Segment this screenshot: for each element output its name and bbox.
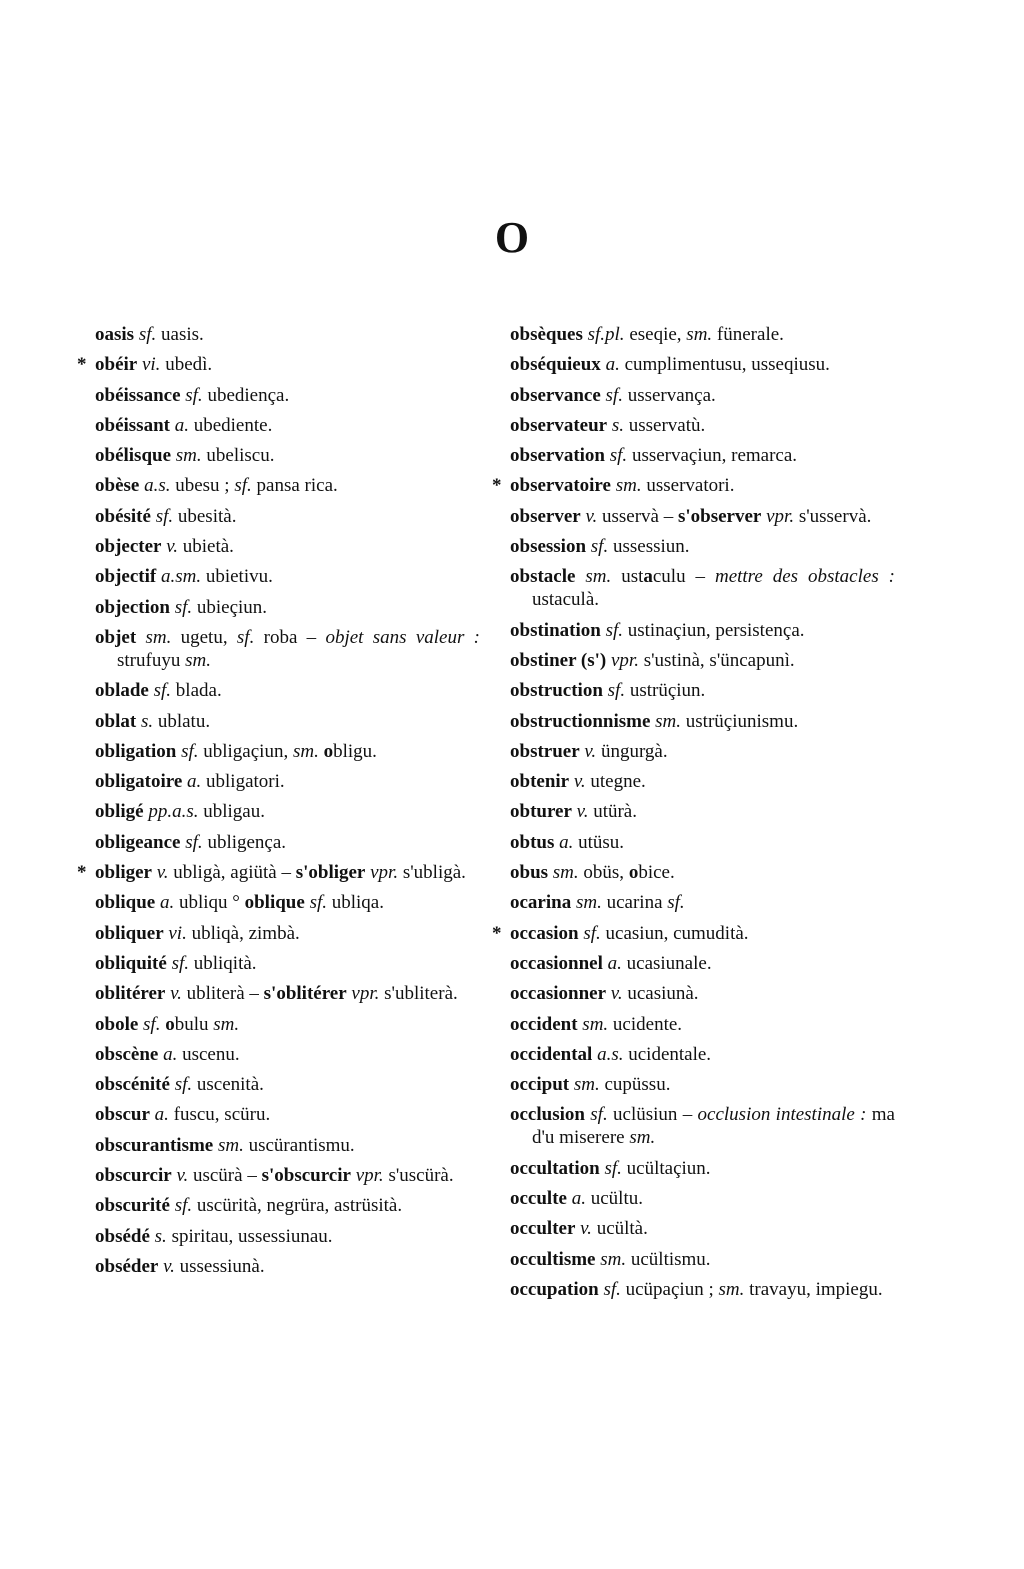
dictionary-entry xyxy=(95,1043,480,1066)
headword: obliger xyxy=(95,862,152,884)
definition-text: s'ustinà, s'üncapunì. xyxy=(638,649,795,671)
grammar-label: vpr. xyxy=(365,862,399,884)
grammar-label: v. xyxy=(575,1218,592,1240)
grammar-label: a.sm. xyxy=(156,566,202,588)
definition-text: uscürà – xyxy=(188,1165,262,1187)
dictionary-entry xyxy=(95,891,480,914)
dictionary-entry xyxy=(95,1225,480,1248)
definition-text: utüsu. xyxy=(573,831,625,853)
definition-text: bligu. xyxy=(333,740,377,762)
headword: obscurantisme xyxy=(95,1134,214,1156)
grammar-label: vpr. xyxy=(350,1165,384,1187)
definition-text: ucültà. xyxy=(591,1218,648,1240)
dictionary-entry xyxy=(510,619,895,642)
definition-text: ubliqà, zimbà. xyxy=(186,922,300,944)
definition-text: ubediente. xyxy=(188,414,273,436)
headword: obèse xyxy=(95,475,140,497)
grammar-label: sm. xyxy=(136,626,172,648)
dictionary-entry xyxy=(510,800,895,823)
grammar-label: sf. xyxy=(602,680,626,702)
dictionary-entry xyxy=(95,1194,480,1217)
dictionary-entry xyxy=(95,626,480,672)
headword: obscurité xyxy=(95,1195,170,1217)
grammar-label: sf. xyxy=(586,536,609,558)
headword: occiput xyxy=(510,1074,570,1096)
dictionary-entry xyxy=(95,565,480,588)
definition-text: ustrüçiun. xyxy=(625,680,706,702)
definition-text: spiritau, ussessiunau. xyxy=(166,1225,333,1247)
definition-text: ustrüçiunismu. xyxy=(681,710,799,732)
definition-text: ubliqità. xyxy=(189,952,257,974)
headword: oblat xyxy=(95,710,137,732)
definition-text: culu – xyxy=(652,566,715,588)
grammar-label: sm. xyxy=(571,892,602,914)
grammar-label: a.s. xyxy=(592,1043,624,1065)
dictionary-entry xyxy=(95,1103,480,1126)
asterisk-marker: * xyxy=(77,354,87,376)
dictionary-entry xyxy=(510,982,895,1005)
definition-text: usservatori. xyxy=(641,475,735,497)
dictionary-entry xyxy=(95,740,480,763)
dictionary-entry xyxy=(95,1255,480,1278)
grammar-label: sf. xyxy=(578,922,601,944)
headword: oblade xyxy=(95,680,149,702)
headword: obésité xyxy=(95,505,151,527)
definition-text: bulu xyxy=(174,1013,214,1035)
dictionary-entry xyxy=(510,1043,895,1066)
headword: obstructionnisme xyxy=(510,710,651,732)
definition-text: ubligau. xyxy=(198,801,265,823)
headword: obéissant xyxy=(95,414,170,436)
grammar-label: sm. xyxy=(213,1013,240,1035)
dictionary-entry xyxy=(95,384,480,407)
grammar-label: vpr. xyxy=(606,649,639,671)
dictionary-entry xyxy=(77,861,480,884)
dictionary-entry xyxy=(95,596,480,619)
grammar-label: sf. xyxy=(138,1013,161,1035)
dictionary-entry xyxy=(510,952,895,975)
definition-text: ucültu. xyxy=(585,1188,643,1210)
grammar-label: vi. xyxy=(163,922,187,944)
headword: obstiner (s') xyxy=(510,649,607,671)
dictionary-entry xyxy=(95,535,480,558)
dictionary-entry xyxy=(510,710,895,733)
definition-text: uclüsiun – xyxy=(607,1104,698,1126)
headword: occasionner xyxy=(510,983,607,1005)
definition-text: ubesu ; xyxy=(170,475,235,497)
grammar-label: sf. xyxy=(134,324,157,345)
example-phrase: occlusion intestinale : xyxy=(697,1104,867,1126)
definition-text: usservaçiun, remarca. xyxy=(627,445,798,467)
dictionary-entry xyxy=(510,505,895,528)
definition-text: üngurgà. xyxy=(596,740,668,762)
definition-text: ucasiunale. xyxy=(621,952,712,974)
dictionary-entry xyxy=(95,1073,480,1096)
definition-text: ubligença. xyxy=(202,831,287,853)
grammar-label: vpr. xyxy=(761,505,795,527)
headword: obscurcir xyxy=(95,1165,172,1187)
grammar-label: v. xyxy=(579,740,597,762)
headword: obsèques xyxy=(510,324,583,345)
headword: obséquieux xyxy=(510,354,601,376)
dictionary-entry xyxy=(510,414,895,437)
definition-text: bice. xyxy=(638,862,675,884)
grammar-label: sf. xyxy=(180,831,203,853)
dictionary-entry xyxy=(95,800,480,823)
asterisk-marker: * xyxy=(77,862,87,884)
definition-text: utegne. xyxy=(585,771,646,793)
dictionary-entry xyxy=(95,414,480,437)
headword: obligation xyxy=(95,740,177,762)
dictionary-entry xyxy=(510,861,895,884)
dictionary-entry xyxy=(95,1013,480,1036)
headword: observateur xyxy=(510,414,608,436)
dictionary-entry xyxy=(510,891,895,914)
headword: obsession xyxy=(510,536,587,558)
grammar-label: s. xyxy=(607,414,624,436)
grammar-label: v. xyxy=(165,983,182,1005)
definition-text: ugetu, xyxy=(171,626,237,648)
dictionary-entry xyxy=(510,649,895,672)
grammar-label: sf. xyxy=(176,740,199,762)
headword: obliquité xyxy=(95,952,167,974)
dictionary-entry xyxy=(510,1157,895,1180)
grammar-label: v. xyxy=(569,771,586,793)
grammar-label: sf. xyxy=(148,680,172,702)
headword: objectif xyxy=(95,566,157,588)
right-column xyxy=(492,323,895,1308)
grammar-label: sf. xyxy=(599,1157,622,1179)
dictionary-entry xyxy=(510,323,895,346)
dictionary-entry xyxy=(510,1248,895,1271)
dictionary-entry xyxy=(510,1187,895,1210)
dictionary-entry xyxy=(95,1164,480,1187)
headword: occultation xyxy=(510,1157,600,1179)
dictionary-entry xyxy=(492,474,895,497)
grammar-label: v. xyxy=(158,1255,175,1277)
grammar-label: sm. xyxy=(650,710,682,732)
headword: obélisque xyxy=(95,445,172,467)
dictionary-entry xyxy=(95,831,480,854)
headword: obséder xyxy=(95,1255,159,1277)
definition-text: cupüssu. xyxy=(599,1074,671,1096)
definition-text: uscürità, negrüra, astrüsità. xyxy=(192,1195,403,1217)
headword: occidental xyxy=(510,1043,593,1065)
definition-text: ucültaçiun. xyxy=(621,1157,711,1179)
grammar-label: a. xyxy=(182,771,202,793)
headword: observatoire xyxy=(510,475,611,497)
definition-text: pansa rica. xyxy=(251,475,338,497)
grammar-label: a. xyxy=(566,1188,586,1210)
dictionary-entry xyxy=(510,740,895,763)
grammar-label: v. xyxy=(161,536,178,558)
headword: obstacle xyxy=(510,566,576,588)
grammar-label: sf. xyxy=(150,505,174,527)
definition-text: ubeliscu. xyxy=(201,445,275,467)
headword: objet xyxy=(95,626,137,648)
definition-text: ust xyxy=(611,566,644,588)
definition-text: ubedì. xyxy=(160,354,213,376)
grammar-label: sm. xyxy=(577,1013,609,1035)
grammar-label: sf. xyxy=(598,1278,621,1300)
definition-text: ubesità. xyxy=(173,505,237,527)
definition-text: utürà. xyxy=(588,801,637,823)
dictionary-entry xyxy=(95,323,480,346)
headword: obstruer xyxy=(510,740,580,762)
headword: obéir xyxy=(95,354,138,376)
headword: obtenir xyxy=(510,771,570,793)
headword: s'obscurcir xyxy=(261,1165,351,1187)
definition-text: ubediença. xyxy=(202,384,290,406)
grammar-label: sm. xyxy=(629,1127,656,1149)
dictionary-entry xyxy=(95,770,480,793)
grammar-label: sm. xyxy=(610,475,642,497)
grammar-label: sm. xyxy=(171,445,202,467)
dictionary-entry xyxy=(510,1217,895,1240)
dictionary-entry xyxy=(510,1278,895,1301)
dictionary-entry xyxy=(510,1013,895,1036)
definition-text: ustaculà. xyxy=(532,589,600,611)
headword: obligeance xyxy=(95,831,181,853)
headword: oasis xyxy=(95,324,135,345)
grammar-label: sf. xyxy=(236,626,255,648)
headword: obligé xyxy=(95,801,144,823)
headword: occasion xyxy=(510,922,579,944)
grammar-label: sf. xyxy=(600,619,623,641)
dictionary-entry xyxy=(77,353,480,376)
headword: oblitérer xyxy=(95,983,166,1005)
dictionary-entry xyxy=(510,1073,895,1096)
dictionary-entry xyxy=(95,444,480,467)
grammar-label: v. xyxy=(571,801,589,823)
definition-text: ubligaçiun, xyxy=(198,740,293,762)
grammar-label: v. xyxy=(580,505,598,527)
definition-text: ubligatori. xyxy=(201,771,285,793)
grammar-label: sf. xyxy=(234,475,252,497)
grammar-label: sf. xyxy=(166,952,189,974)
dictionary-entry xyxy=(95,982,480,1005)
grammar-label: sf. xyxy=(169,596,193,618)
headword: occulte xyxy=(510,1188,567,1210)
grammar-label: sm. xyxy=(718,1278,745,1300)
dictionary-entry xyxy=(95,710,480,733)
definition-text: s'ubligà. xyxy=(398,862,466,884)
headword: observance xyxy=(510,384,601,406)
grammar-label: sm. xyxy=(292,740,319,762)
grammar-label: v. xyxy=(171,1165,189,1187)
definition-text: ublatu. xyxy=(153,710,211,732)
headword: occident xyxy=(510,1013,578,1035)
headword: a xyxy=(643,566,653,588)
dictionary-entry xyxy=(95,952,480,975)
dictionary-entry xyxy=(95,474,480,497)
grammar-label: sm. xyxy=(686,324,713,345)
grammar-label: v. xyxy=(152,862,169,884)
headword: obscène xyxy=(95,1043,159,1065)
grammar-label: a. xyxy=(149,1104,169,1126)
headword: obligatoire xyxy=(95,771,183,793)
headword: obliquer xyxy=(95,922,164,944)
definition-text: s'uscürà. xyxy=(383,1165,454,1187)
definition-text: strufuyu xyxy=(117,649,186,671)
headword: oblique xyxy=(95,892,156,914)
definition-text: ubietivu. xyxy=(201,566,273,588)
headword: obscénité xyxy=(95,1074,170,1096)
definition-text: ucidentale. xyxy=(623,1043,712,1065)
definition-text: obüs, xyxy=(578,862,629,884)
grammar-label: sf. xyxy=(304,892,327,914)
headword: s'obliger xyxy=(295,862,366,884)
definition-text: eseqie, xyxy=(624,324,687,345)
headword: obéissance xyxy=(95,384,181,406)
headword: s'observer xyxy=(677,505,762,527)
dictionary-entry xyxy=(492,922,895,945)
headword: observer xyxy=(510,505,581,527)
headword: o xyxy=(323,740,334,762)
grammar-label: sf. xyxy=(584,1104,608,1126)
definition-text: uasis. xyxy=(156,324,204,345)
grammar-label: sm. xyxy=(595,1248,627,1270)
definition-text: roba – xyxy=(254,626,326,648)
definition-text: ucasiunà. xyxy=(622,983,699,1005)
dictionary-entry xyxy=(510,831,895,854)
definition-text: ucüpaçiun ; xyxy=(620,1278,719,1300)
definition-text: ubligà, agiütà – xyxy=(168,862,296,884)
definition-text: ucarina xyxy=(601,892,668,914)
grammar-label: sm. xyxy=(548,862,579,884)
headword: occupation xyxy=(510,1278,599,1300)
headword: objection xyxy=(95,596,170,618)
dictionary-entry xyxy=(510,444,895,467)
grammar-label: a. xyxy=(600,354,620,376)
grammar-label: s. xyxy=(149,1225,167,1247)
headword: objecter xyxy=(95,536,162,558)
definition-text: fünerale. xyxy=(712,324,784,345)
definition-text: usservà – xyxy=(597,505,678,527)
definition-text: blada. xyxy=(171,680,222,702)
grammar-label: sf. xyxy=(180,384,203,406)
definition-text: usservança. xyxy=(622,384,716,406)
definition-text: cumplimentusu, usseqiusu. xyxy=(619,354,830,376)
definition-text: usservatù. xyxy=(624,414,706,436)
definition-text: ubliqu ° xyxy=(174,892,245,914)
grammar-label: sm. xyxy=(185,649,211,671)
definition-text: ubietà. xyxy=(178,536,234,558)
grammar-label: s. xyxy=(136,710,154,732)
headword: obole xyxy=(95,1013,139,1035)
headword: o xyxy=(628,862,639,884)
dictionary-entry xyxy=(510,384,895,407)
definition-text: travayu, impiegu. xyxy=(744,1278,883,1300)
grammar-label: a. xyxy=(602,952,622,974)
section-letter: O xyxy=(494,213,530,262)
headword: occlusion xyxy=(510,1104,585,1126)
headword: obscur xyxy=(95,1104,150,1126)
headword: ocarina xyxy=(510,892,572,914)
asterisk-marker: * xyxy=(492,475,502,497)
grammar-label: sf. xyxy=(169,1195,193,1217)
grammar-label: sm. xyxy=(575,566,612,588)
headword: o xyxy=(165,1013,175,1035)
headword: observation xyxy=(510,445,605,467)
left-column xyxy=(77,323,480,1285)
definition-text: uscenità. xyxy=(192,1074,264,1096)
grammar-label: vpr. xyxy=(346,983,380,1005)
definition-text: ubliterà – xyxy=(181,983,264,1005)
grammar-label: pp.a.s. xyxy=(143,801,199,823)
grammar-label: vi. xyxy=(137,354,161,376)
definition-text: ucidente. xyxy=(608,1013,683,1035)
dictionary-entry xyxy=(510,565,895,611)
headword: obus xyxy=(510,862,549,884)
definition-text: fuscu, scüru. xyxy=(168,1104,271,1126)
grammar-label: a. xyxy=(158,1043,178,1065)
dictionary-entry xyxy=(95,922,480,945)
headword: occultisme xyxy=(510,1248,596,1270)
dictionary-entry xyxy=(95,679,480,702)
definition-text: ussessiunà. xyxy=(174,1255,265,1277)
definition-text: s'usservà. xyxy=(794,505,872,527)
dictionary-entry xyxy=(510,1103,895,1149)
grammar-label: sm. xyxy=(213,1134,244,1156)
definition-text: ussessiun. xyxy=(608,536,690,558)
definition-text: uscenu. xyxy=(177,1043,240,1065)
dictionary-entry xyxy=(510,679,895,702)
headword: occasionnel xyxy=(510,952,603,974)
definition-text: ustinaçiun, persistença. xyxy=(623,619,805,641)
grammar-label: sf. xyxy=(600,384,623,406)
dictionary-entry xyxy=(510,770,895,793)
grammar-label: a.s. xyxy=(139,475,171,497)
headword: s'oblitérer xyxy=(263,983,347,1005)
grammar-label: sf. xyxy=(667,892,685,914)
definition-text: ubliqa. xyxy=(327,892,384,914)
headword: obsédé xyxy=(95,1225,150,1247)
headword: occulter xyxy=(510,1218,576,1240)
dictionary-entry xyxy=(95,505,480,528)
grammar-label: sf. xyxy=(169,1074,193,1096)
definition-text: uscürantismu. xyxy=(243,1134,355,1156)
headword: obtus xyxy=(510,831,555,853)
definition-text: s'ubliterà. xyxy=(379,983,458,1005)
asterisk-marker: * xyxy=(492,922,502,944)
headword: oblique xyxy=(244,892,305,914)
dictionary-entry xyxy=(510,535,895,558)
grammar-label: sf.pl. xyxy=(582,324,625,345)
definition-text: ucültismu. xyxy=(626,1248,711,1270)
headword: obstruction xyxy=(510,680,603,702)
grammar-label: a. xyxy=(169,414,189,436)
headword: obstination xyxy=(510,619,601,641)
definition-text: ubieçiun. xyxy=(192,596,268,618)
headword: obturer xyxy=(510,801,572,823)
definition-text: ucasiun, cumudità. xyxy=(600,922,749,944)
dictionary-entry xyxy=(95,1134,480,1157)
grammar-label: v. xyxy=(606,983,623,1005)
definition-text: ma d'u miserere xyxy=(532,1104,895,1149)
dictionary-entry xyxy=(510,353,895,376)
grammar-label: a. xyxy=(155,892,175,914)
example-phrase: objet sans valeur : xyxy=(325,626,480,648)
grammar-label: a. xyxy=(554,831,574,853)
grammar-label: sf. xyxy=(605,445,628,467)
example-phrase: mettre des obstacles : xyxy=(714,566,895,588)
grammar-label: sm. xyxy=(569,1074,600,1096)
